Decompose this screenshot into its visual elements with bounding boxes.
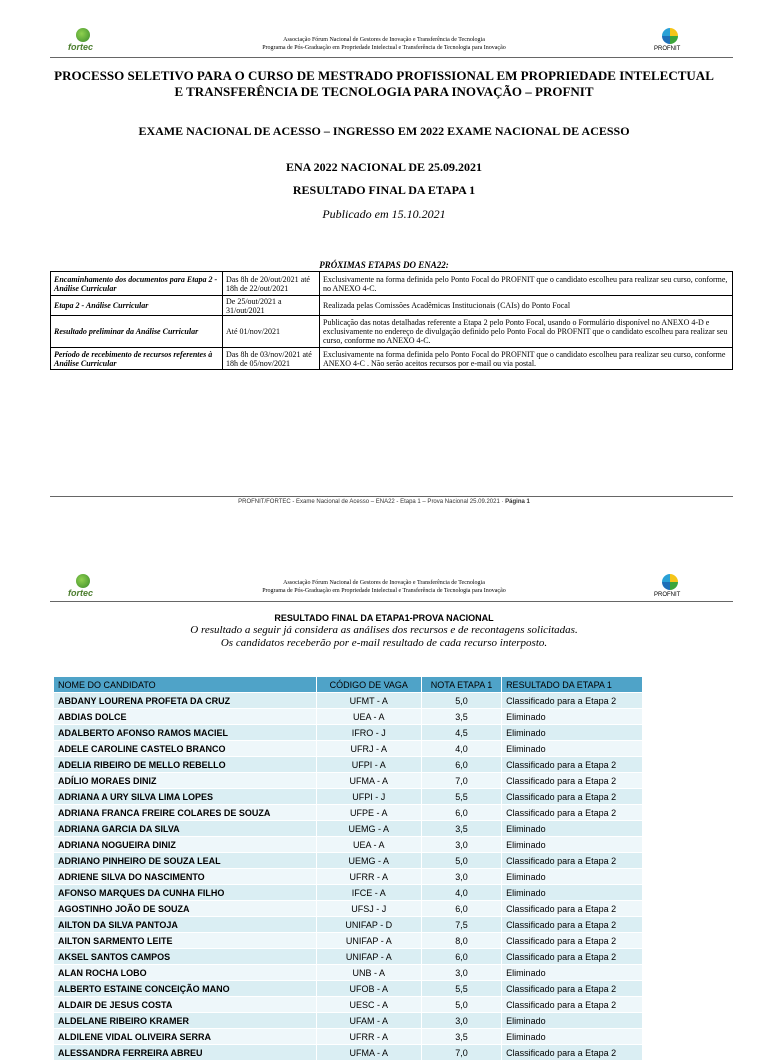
candidate-name: AKSEL SANTOS CAMPOS bbox=[54, 949, 317, 965]
header-line1: Associação Fórum Nacional de Gestores de Inovação e Transferência de Tecnologia bbox=[283, 580, 485, 586]
candidate-name: ALBERTO ESTAINE CONCEIÇÃO MANO bbox=[54, 981, 317, 997]
score: 3,0 bbox=[421, 1013, 501, 1029]
candidate-name: ALDAIR DE JESUS COSTA bbox=[54, 997, 317, 1013]
candidate-name: AFONSO MARQUES DA CUNHA FILHO bbox=[54, 885, 317, 901]
candidate-name: ADRIANA FRANCA FREIRE COLARES DE SOUZA bbox=[54, 805, 317, 821]
results-note1: O resultado a seguir já considera as análises dos recursos e de recontagens solicitadas. bbox=[190, 624, 578, 636]
step-dates: Das 8h de 20/out/2021 até 18h de 22/out/2021 bbox=[223, 272, 320, 296]
table-row bbox=[54, 789, 643, 805]
step-dates: De 25/out/2021 a 31/out/2021 bbox=[223, 296, 320, 316]
table-row bbox=[54, 917, 643, 933]
table-row bbox=[54, 869, 643, 885]
ena-line: ENA 2022 NACIONAL DE 25.09.2021 bbox=[285, 160, 483, 174]
candidate-name: ADRIANA A URY SILVA LIMA LOPES bbox=[54, 789, 317, 805]
table-row bbox=[54, 949, 643, 965]
result: Classificado para a Etapa 2 bbox=[502, 1045, 643, 1061]
fortec-logo: fortec bbox=[68, 28, 102, 58]
vacancy-code: UFPI - J bbox=[316, 789, 421, 805]
vacancy-code: UESC - A bbox=[316, 997, 421, 1013]
step-stage: Etapa 2 - Análise Curricular bbox=[51, 296, 223, 316]
score: 7,5 bbox=[421, 917, 501, 933]
header-divider bbox=[50, 601, 733, 602]
vacancy-code: UNIFAP - A bbox=[316, 949, 421, 965]
table-row bbox=[54, 853, 643, 869]
table-row bbox=[54, 741, 643, 757]
next-steps-title: PRÓXIMAS ETAPAS DO ENA22: bbox=[319, 260, 449, 270]
result: Classificado para a Etapa 2 bbox=[502, 789, 643, 805]
vacancy-code: UFSJ - J bbox=[316, 901, 421, 917]
result: Classificado para a Etapa 2 bbox=[502, 693, 643, 709]
result: Classificado para a Etapa 2 bbox=[502, 917, 643, 933]
vacancy-code: UFMT - A bbox=[316, 693, 421, 709]
column-header-result: RESULTADO DA ETAPA 1 bbox=[502, 677, 643, 693]
vacancy-code: UFRR - A bbox=[316, 869, 421, 885]
candidate-name: ADALBERTO AFONSO RAMOS MACIEL bbox=[54, 725, 317, 741]
result: Classificado para a Etapa 2 bbox=[502, 933, 643, 949]
candidate-name: ADRIENE SILVA DO NASCIMENTO bbox=[54, 869, 317, 885]
table-row bbox=[54, 1013, 643, 1029]
fortec-logo: fortec bbox=[68, 574, 102, 604]
result: Eliminado bbox=[502, 725, 643, 741]
results-body bbox=[54, 693, 643, 1061]
table-row bbox=[54, 1045, 643, 1061]
results-heading: RESULTADO FINAL DA ETAPA1-PROVA NACIONAL bbox=[274, 613, 494, 623]
score: 3,0 bbox=[421, 837, 501, 853]
steps-row bbox=[51, 316, 733, 348]
vacancy-code: UEA - A bbox=[316, 709, 421, 725]
result: Classificado para a Etapa 2 bbox=[502, 757, 643, 773]
result: Classificado para a Etapa 2 bbox=[502, 997, 643, 1013]
score: 3,0 bbox=[421, 965, 501, 981]
score: 7,0 bbox=[421, 1045, 501, 1061]
step-description: Exclusivamente na forma definida pelo Ponto Focal do PROFNIT que o candidato escolheu para realizar seu curso, conforme, no ANEXO 4-C. bbox=[320, 272, 733, 296]
vacancy-code: UFRR - A bbox=[316, 1029, 421, 1045]
result: Eliminado bbox=[502, 965, 643, 981]
profnit-logo: PROFNIT bbox=[652, 574, 686, 604]
result: Eliminado bbox=[502, 709, 643, 725]
table-header-row bbox=[54, 677, 643, 693]
candidate-name: ABDIAS DOLCE bbox=[54, 709, 317, 725]
header-line1: Associação Fórum Nacional de Gestores de Inovação e Transferência de Tecnologia bbox=[283, 37, 485, 43]
table-row bbox=[54, 885, 643, 901]
steps-row bbox=[51, 272, 733, 296]
candidate-name: ADELIA RIBEIRO DE MELLO REBELLO bbox=[54, 757, 317, 773]
score: 3,5 bbox=[421, 821, 501, 837]
score: 3,5 bbox=[421, 709, 501, 725]
exam-line: EXAME NACIONAL DE ACESSO – INGRESSO EM 2022 EXAME NACIONAL DE ACESSO bbox=[138, 124, 630, 138]
result: Eliminado bbox=[502, 1029, 643, 1045]
score: 5,0 bbox=[421, 997, 501, 1013]
score: 6,0 bbox=[421, 805, 501, 821]
page-title-line1: PROCESSO SELETIVO PARA O CURSO DE MESTRADO PROFISSIONAL EM PROPRIEDADE INTELECTUAL bbox=[54, 68, 714, 83]
footer-divider bbox=[50, 496, 733, 497]
score: 7,0 bbox=[421, 773, 501, 789]
footer-text: PROFNIT/FORTEC - Exame Nacional de Acesso – ENA22 - Etapa 1 – Prova Nacional 25.09.2021 bbox=[238, 499, 500, 505]
score: 6,0 bbox=[421, 901, 501, 917]
result: Classificado para a Etapa 2 bbox=[502, 901, 643, 917]
candidate-name: ALESSANDRA FERREIRA ABREU bbox=[54, 1045, 317, 1061]
score: 8,0 bbox=[421, 933, 501, 949]
score: 5,5 bbox=[421, 789, 501, 805]
step-dates: Das 8h de 03/nov/2021 até 18h de 05/nov/2021 bbox=[223, 348, 320, 370]
result: Classificado para a Etapa 2 bbox=[502, 949, 643, 965]
step-stage: Encaminhamento dos documentos para Etapa 2 - Análise Curricular bbox=[51, 272, 223, 296]
vacancy-code: UEMG - A bbox=[316, 821, 421, 837]
step-description: Realizada pelas Comissões Acadêmicas Institucionais (CAIs) do Ponto Focal bbox=[320, 296, 733, 316]
candidate-name: ADRIANA GARCIA DA SILVA bbox=[54, 821, 317, 837]
score: 6,0 bbox=[421, 949, 501, 965]
vacancy-code: IFCE - A bbox=[316, 885, 421, 901]
candidate-name: AILTON SARMENTO LEITE bbox=[54, 933, 317, 949]
candidate-name: ALDELANE RIBEIRO KRAMER bbox=[54, 1013, 317, 1029]
candidate-name: ALAN ROCHA LOBO bbox=[54, 965, 317, 981]
result: Eliminado bbox=[502, 741, 643, 757]
score: 4,5 bbox=[421, 725, 501, 741]
table-row bbox=[54, 981, 643, 997]
steps-row bbox=[51, 348, 733, 370]
candidate-name: ABDANY LOURENA PROFETA DA CRUZ bbox=[54, 693, 317, 709]
table-row bbox=[54, 821, 643, 837]
score: 5,5 bbox=[421, 981, 501, 997]
column-header-code: CÓDIGO DE VAGA bbox=[316, 677, 421, 693]
candidate-name: ADRIANA NOGUEIRA DINIZ bbox=[54, 837, 317, 853]
page-title-line2: E TRANSFERÊNCIA DE TECNOLOGIA PARA INOVAÇÃO – PROFNIT bbox=[174, 84, 594, 99]
step-stage: Período de recebimento de recursos referentes à Análise Curricular bbox=[51, 348, 223, 370]
result: Eliminado bbox=[502, 837, 643, 853]
vacancy-code: IFRO - J bbox=[316, 725, 421, 741]
step-stage: Resultado preliminar da Análise Curricular bbox=[51, 316, 223, 348]
score: 5,0 bbox=[421, 693, 501, 709]
candidate-name: AILTON DA SILVA PANTOJA bbox=[54, 917, 317, 933]
step-description: Publicação das notas detalhadas referente a Etapa 2 pelo Ponto Focal, usando o Formulário disponível no ANEXO 4-D e exclusivamente no endereço de divulgação definido pelo Ponto Focal do PROFNIT que o candidato escolheu para realizar seu curso, conforme no ANEXO 4-C. bbox=[320, 316, 733, 348]
table-row bbox=[54, 773, 643, 789]
results-note2: Os candidatos receberão por e-mail resultado de cada recurso interposto. bbox=[220, 637, 548, 649]
results-table bbox=[53, 676, 643, 1061]
published-date: Publicado em 15.10.2021 bbox=[322, 207, 446, 221]
table-row bbox=[54, 837, 643, 853]
header-divider bbox=[50, 57, 733, 58]
column-header-name: NOME DO CANDIDATO bbox=[54, 677, 317, 693]
vacancy-code: UFRJ - A bbox=[316, 741, 421, 757]
vacancy-code: UFPI - A bbox=[316, 757, 421, 773]
result: Eliminado bbox=[502, 869, 643, 885]
column-header-score: NOTA ETAPA 1 bbox=[421, 677, 501, 693]
vacancy-code: UFAM - A bbox=[316, 1013, 421, 1029]
result: Eliminado bbox=[502, 885, 643, 901]
vacancy-code: UNIFAP - D bbox=[316, 917, 421, 933]
header-line2: Programa de Pós-Graduação em Propriedade Intelectual e Transferência de Tecnologia para Inovação bbox=[262, 588, 506, 594]
result: Classificado para a Etapa 2 bbox=[502, 981, 643, 997]
next-steps-table bbox=[50, 271, 733, 370]
vacancy-code: UNB - A bbox=[316, 965, 421, 981]
table-row bbox=[54, 709, 643, 725]
table-row bbox=[54, 757, 643, 773]
table-row bbox=[54, 997, 643, 1013]
score: 4,0 bbox=[421, 741, 501, 757]
vacancy-code: UNIFAP - A bbox=[316, 933, 421, 949]
footer-page-number: Página 1 bbox=[505, 499, 530, 505]
vacancy-code: UFOB - A bbox=[316, 981, 421, 997]
step-description: Exclusivamente na forma definida pelo Ponto Focal do PROFNIT que o candidato escolheu para realizar seu curso, conforme ANEXO 4-C . Não serão aceitos recursos por e-mail ou via postal. bbox=[320, 348, 733, 370]
vacancy-code: UFPE - A bbox=[316, 805, 421, 821]
score: 3,0 bbox=[421, 869, 501, 885]
result: Classificado para a Etapa 2 bbox=[502, 805, 643, 821]
page-footer: PROFNIT/FORTEC - Exame Nacional de Acesso – ENA22 - Etapa 1 – Prova Nacional 25.09.2021 · Página 1 bbox=[238, 499, 530, 505]
table-row bbox=[54, 805, 643, 821]
header-line2: Programa de Pós-Graduação em Propriedade Intelectual e Transferência de Tecnologia para Inovação bbox=[262, 45, 506, 51]
table-row bbox=[54, 933, 643, 949]
vacancy-code: UFMA - A bbox=[316, 773, 421, 789]
score: 3,5 bbox=[421, 1029, 501, 1045]
candidate-name: AGOSTINHO JOÃO DE SOUZA bbox=[54, 901, 317, 917]
score: 5,0 bbox=[421, 853, 501, 869]
score: 6,0 bbox=[421, 757, 501, 773]
result: Classificado para a Etapa 2 bbox=[502, 853, 643, 869]
vacancy-code: UEA - A bbox=[316, 837, 421, 853]
table-row bbox=[54, 901, 643, 917]
candidate-name: ADÍLIO MORAES DINIZ bbox=[54, 773, 317, 789]
table-row bbox=[54, 1029, 643, 1045]
vacancy-code: UEMG - A bbox=[316, 853, 421, 869]
table-row bbox=[54, 965, 643, 981]
candidate-name: ADELE CAROLINE CASTELO BRANCO bbox=[54, 741, 317, 757]
result: Eliminado bbox=[502, 821, 643, 837]
steps-row bbox=[51, 296, 733, 316]
profnit-logo: PROFNIT bbox=[652, 28, 686, 58]
candidate-name: ADRIANO PINHEIRO DE SOUZA LEAL bbox=[54, 853, 317, 869]
vacancy-code: UFMA - A bbox=[316, 1045, 421, 1061]
result-line: RESULTADO FINAL DA ETAPA 1 bbox=[292, 183, 476, 197]
result: Classificado para a Etapa 2 bbox=[502, 773, 643, 789]
table-row bbox=[54, 693, 643, 709]
step-dates: Até 01/nov/2021 bbox=[223, 316, 320, 348]
candidate-name: ALDILENE VIDAL OLIVEIRA SERRA bbox=[54, 1029, 317, 1045]
result: Eliminado bbox=[502, 1013, 643, 1029]
table-row bbox=[54, 725, 643, 741]
score: 4,0 bbox=[421, 885, 501, 901]
